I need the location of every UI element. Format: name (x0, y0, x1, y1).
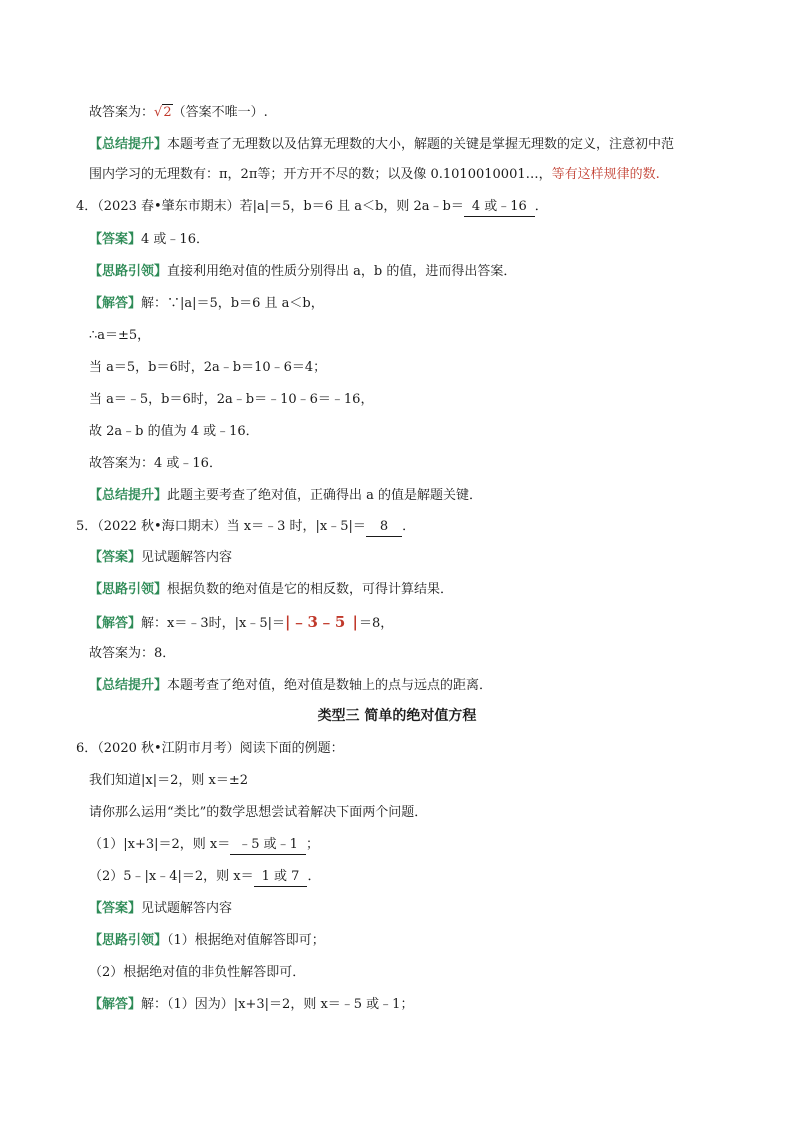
q4-answer-blank: 4 或﹣16 (464, 198, 535, 217)
summary-highlight: 等有这样规律的数. (551, 167, 660, 182)
hint-tag: 【思路引领】 (89, 264, 168, 279)
q6-part-1-text: （1）|x+3|＝2，则 x＝ (89, 837, 231, 852)
solution-result: ＝8， (359, 616, 394, 631)
q5-answer-blank: 8 (366, 518, 402, 537)
solution-tag: 【解答】 (89, 616, 142, 631)
answer-line (89, 104, 268, 122)
summary-line-2 (89, 166, 660, 184)
q6-part-1-blank: ﹣5 或﹣1 (230, 836, 306, 855)
solution-text: 解：∵|a|＝5，b＝6 且 a＜b， (141, 296, 324, 311)
hint-text: 根据负数的绝对值是它的相反数，可得计算结果． (167, 582, 454, 597)
solution-text: 解：（1）因为）|x+3|＝2，则 x＝﹣5 或﹣1； (141, 997, 414, 1012)
q4-step-1: ∴a＝±5， (89, 328, 151, 343)
question-5-stem (76, 518, 415, 537)
q6-solution (89, 996, 413, 1014)
summary-text: 本题考查了绝对值，绝对值是数轴上的点与远点的距离． (167, 678, 493, 693)
solution-text: 解：x＝﹣3时，|x﹣5|＝ (141, 616, 285, 631)
section-title: 类型三 简单的绝对值方程 (317, 708, 477, 724)
q6-part-2 (89, 868, 320, 887)
q6-example-1: 我们知道|x|＝2，则 x＝±2 (89, 773, 248, 788)
q5-answer (89, 549, 232, 567)
q6-part-2-text: （2）5﹣|x﹣4|＝2，则 x＝ (89, 869, 254, 884)
answer-text: 见试题解答内容 (141, 550, 233, 565)
hint-text: （1）根据绝对值解答即可； (167, 933, 325, 948)
q6-example-2: 请你那么运用“类比”的数学思想尝试着解决下面两个问题． (89, 805, 428, 820)
q5-solution (89, 613, 393, 633)
hint-tag: 【思路引领】 (89, 933, 168, 948)
q4-stem-text: 4．（2023 春•肇东市期末）若|a|＝5，b＝6 且 a＜b，则 2a﹣b＝ (76, 199, 464, 214)
q4-solution (89, 295, 324, 313)
hint-text: 直接利用绝对值的性质分别得出 a，b 的值，进而得出答案． (167, 264, 517, 279)
answer-note: （答案不唯一）. (172, 105, 268, 120)
q4-step-5: 故答案为：4 或﹣16． (89, 456, 222, 471)
summary-tag: 【总结提升】 (89, 678, 168, 693)
answer-tag: 【答案】 (89, 550, 142, 565)
q6-answer (89, 900, 232, 918)
q6-part-2-blank: 1 或 7 (254, 868, 308, 887)
q6-part-2-end: ． (307, 869, 321, 884)
radicand: 2 (163, 105, 172, 120)
question-4-stem (76, 198, 548, 217)
summary-line (89, 136, 674, 154)
summary-text: 此题主要考查了绝对值，正确得出 a 的值是解题关键． (167, 488, 483, 503)
q6-hint-2: （2）根据绝对值的非负性解答即可． (89, 965, 306, 980)
abs-expression: |﹣3﹣5 | (284, 613, 359, 631)
q4-summary (89, 487, 482, 505)
answer-text: 见试题解答内容 (141, 901, 233, 916)
q6-hint (89, 932, 325, 950)
solution-tag: 【解答】 (89, 997, 142, 1012)
q5-step-1: 故答案为：8． (89, 646, 176, 661)
summary-tag: 【总结提升】 (89, 137, 168, 152)
q5-hint (89, 581, 453, 599)
answer-tag: 【答案】 (89, 232, 142, 247)
q4-stem-end: ． (534, 199, 548, 214)
q6-part-1 (89, 836, 319, 855)
summary-text: 本题考查了无理数以及估算无理数的大小，解题的关键是掌握无理数的定义，注意初中范 (167, 137, 675, 152)
q4-answer (89, 231, 209, 249)
q5-stem-end: ． (402, 519, 416, 534)
answer-prefix: 故答案为： (89, 105, 155, 120)
q4-step-3: 当 a＝﹣5，b＝6时，2a﹣b＝﹣10﹣6＝﹣16， (89, 392, 374, 407)
solution-tag: 【解答】 (89, 296, 142, 311)
question-6-stem: 6．（2020 秋•江阴市月考）阅读下面的例题： (76, 741, 344, 756)
q4-step-4: 故 2a﹣b 的值为 4 或﹣16． (89, 424, 259, 439)
answer-tag: 【答案】 (89, 901, 142, 916)
summary-tag: 【总结提升】 (89, 488, 168, 503)
sqrt-expression: √2 (154, 105, 172, 120)
q5-summary (89, 677, 492, 695)
q4-step-2: 当 a＝5，b＝6时，2a﹣b＝10﹣6＝4； (89, 360, 327, 375)
q4-hint (89, 263, 516, 281)
summary-text-2: 围内学习的无理数有：π，2π等；开方开不尽的数；以及像 0.1010010001…， (89, 167, 552, 182)
hint-tag: 【思路引领】 (89, 582, 168, 597)
q6-part-1-end: ； (305, 837, 319, 852)
answer-text: 4 或﹣16． (141, 232, 209, 247)
q5-stem-text: 5．（2022 秋•海口期末）当 x＝﹣3 时，|x﹣5|＝ (76, 519, 366, 534)
